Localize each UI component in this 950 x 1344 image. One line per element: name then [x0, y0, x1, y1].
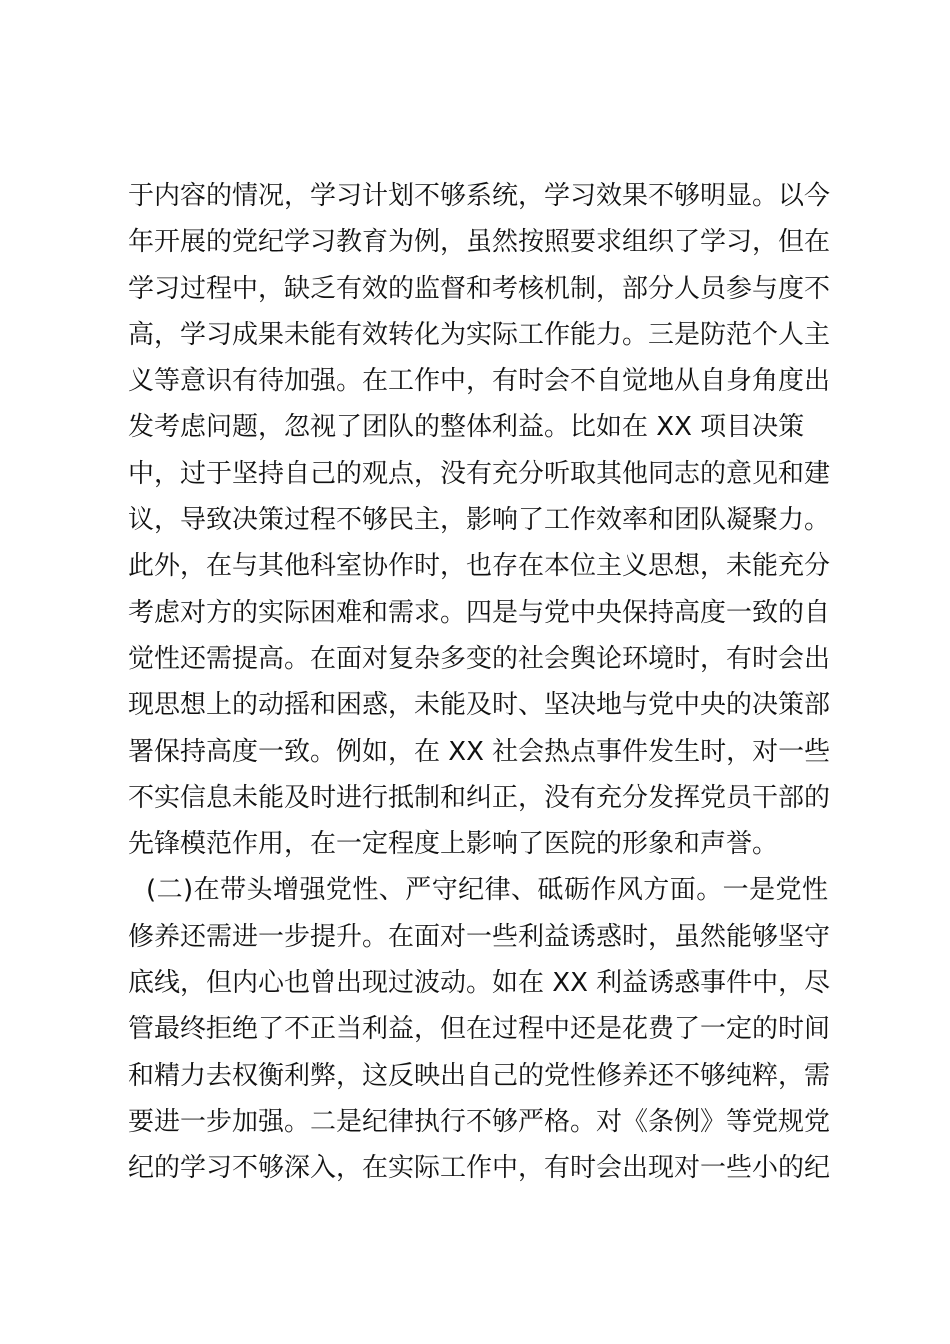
text-line: 现思想上的动摇和困惑，未能及时、坚决地与党中央的决策部 — [128, 690, 831, 721]
text-line: 要进一步加强。二是纪律执行不够严格。对《条例》等党规党 — [128, 1106, 831, 1137]
section-heading-line: (二)在带头增强党性、严守纪律、砥砺作风方面。一是党性 — [146, 875, 828, 906]
text-line: 中，过于坚持自己的观点，没有充分听取其他同志的意见和建 — [128, 458, 831, 489]
text-line: 修养还需进一步提升。在面对一些利益诱惑时，虽然能够坚守 — [128, 921, 831, 952]
text-line: 发考虑问题，忽视了团队的整体利益。比如在 XX 项目决策 — [128, 412, 805, 443]
text-line: 高，学习成果未能有效转化为实际工作能力。三是防范个人主 — [128, 319, 831, 350]
text-line: 年开展的党纪学习教育为例，虽然按照要求组织了学习，但在 — [128, 227, 831, 258]
text-line: 管最终拒绝了不正当利益，但在过程中还是花费了一定的时间 — [128, 1014, 831, 1045]
text-line: 考虑对方的实际困难和需求。四是与党中央保持高度一致的自 — [128, 597, 831, 628]
text-line: 此外，在与其他科室协作时，也存在本位主义思想，未能充分 — [128, 551, 831, 582]
text-line: 底线，但内心也曾出现过波动。如在 XX 利益诱惑事件中，尽 — [128, 968, 831, 999]
text-line: 学习过程中，缺乏有效的监督和考核机制，部分人员参与度不 — [128, 273, 831, 304]
text-line: 先锋模范作用，在一定程度上影响了医院的形象和声誉。 — [128, 829, 779, 860]
text-line: 署保持高度一致。例如，在 XX 社会热点事件发生时，对一些 — [128, 736, 831, 767]
text-line: 于内容的情况，学习计划不够系统，学习效果不够明显。以今 — [128, 181, 831, 211]
text-line: 不实信息未能及时进行抵制和纠正，没有充分发挥党员干部的 — [128, 782, 831, 813]
text-line: 义等意识有待加强。在工作中，有时会不自觉地从自身角度出 — [128, 366, 831, 397]
text-line: 议，导致决策过程不够民主，影响了工作效率和团队凝聚力。 — [128, 505, 831, 536]
text-line: 觉性还需提高。在面对复杂多变的社会舆论环境时，有时会出 — [128, 643, 831, 674]
text-line: 和精力去权衡利弊，这反映出自己的党性修养还不够纯粹，需 — [128, 1060, 831, 1091]
text-line: 纪的学习不够深入，在实际工作中，有时会出现对一些小的纪 — [128, 1153, 831, 1184]
body-text — [128, 173, 831, 1192]
